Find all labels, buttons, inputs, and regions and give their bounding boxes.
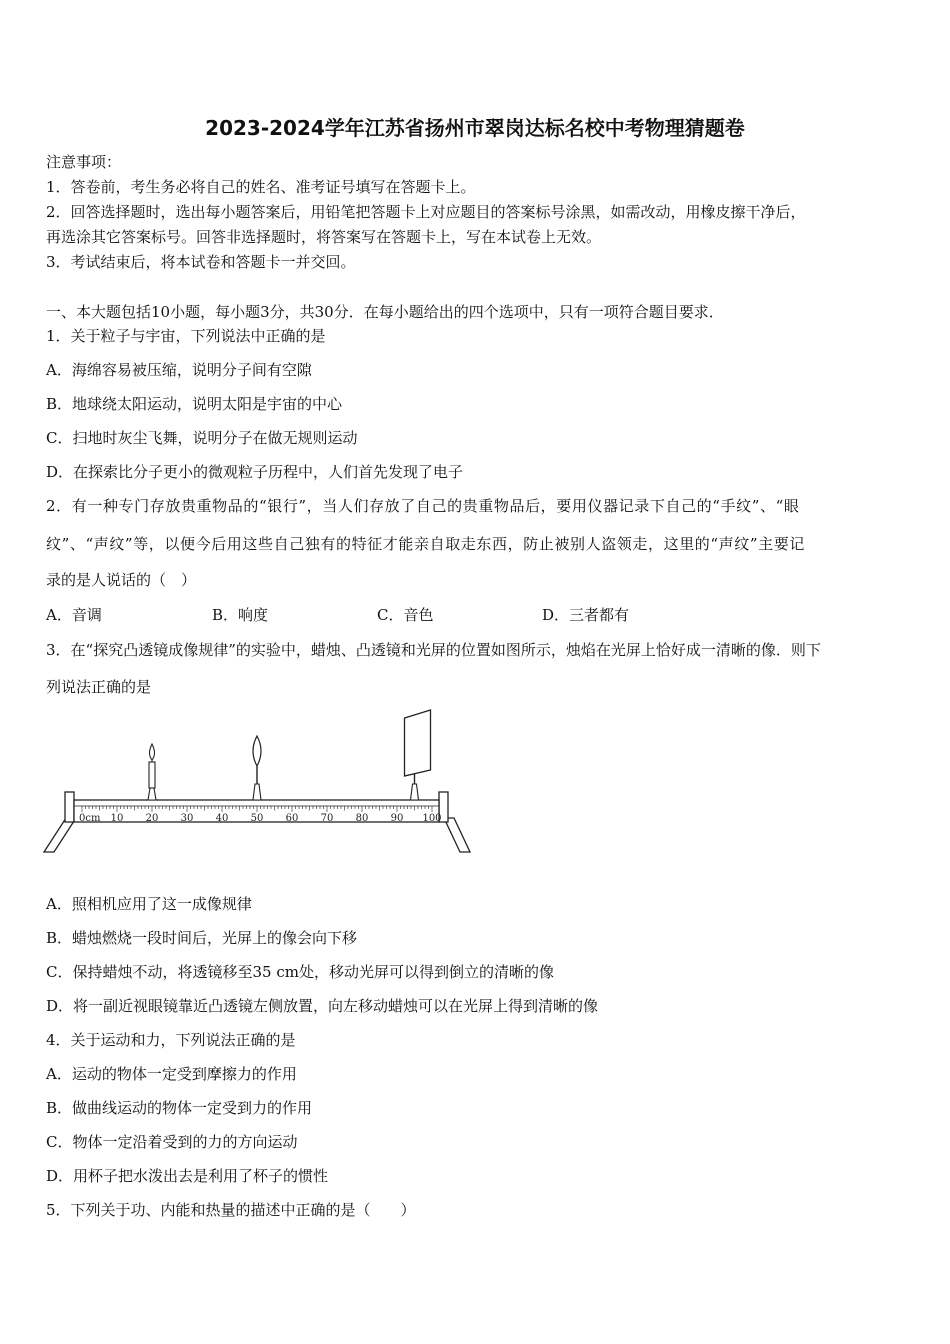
ruler-tick-label: 60 [285, 813, 299, 824]
q1-option-b: B．地球绕太阳运动，说明太阳是宇宙的中心 [46, 395, 343, 413]
q1-option-c: C．扫地时灰尘飞舞，说明分子在做无规则运动 [46, 429, 358, 447]
ruler-tick-label: 90 [390, 813, 404, 824]
q2-stem-line-2: 纹”、“声纹”等，以便今后用这些自己独有的特征才能亲自取走东西，防止被别人盗领走，这里的“声纹”主要记 [46, 535, 805, 553]
candle-holder [148, 788, 156, 800]
q2-option-b: B．响度 [212, 606, 269, 624]
q2-stem-line-3: 录的是人说话的（ ） [46, 571, 197, 589]
ruler-tick-label: 50 [250, 813, 264, 824]
q4-option-c: C．物体一定沿着受到的力的方向运动 [46, 1133, 298, 1151]
q2-option-a: A．音调 [46, 606, 102, 624]
q3-option-c: C．保持蜡烛不动，将透镜移至35 cm处，移动光屏可以得到倒立的清晰的像 [46, 963, 554, 981]
ruler-tick-label: 80 [355, 813, 369, 824]
candle-body [149, 762, 155, 788]
q5-stem: 5．下列关于功、内能和热量的描述中正确的是（ ） [46, 1201, 416, 1219]
lens-glass [253, 736, 261, 766]
notice-item-3: 3．考试结束后，将本试卷和答题卡一并交回。 [46, 253, 356, 271]
q3-stem-line-2: 列说法正确的是 [46, 678, 152, 696]
light-screen [405, 710, 431, 800]
bench-left-leg [44, 818, 76, 852]
q4-option-a: A．运动的物体一定受到摩擦力的作用 [46, 1065, 297, 1083]
ruler-unit-label: 0cm [79, 813, 101, 824]
q1-option-a: A．海绵容易被压缩，说明分子间有空隙 [46, 361, 312, 379]
ruler-tick-label: 20 [145, 813, 159, 824]
section-1-heading: 一、本大题包括10小题，每小题3分，共30分．在每小题给出的四个选项中，只有一项符合题目要求． [46, 303, 724, 321]
candle-flame [150, 744, 155, 760]
q2-option-c: C．音色 [377, 606, 434, 624]
q4-option-b: B．做曲线运动的物体一定受到力的作用 [46, 1099, 313, 1117]
ruler-tick-label: 10 [110, 813, 124, 824]
q1-stem: 1．关于粒子与宇宙，下列说法中正确的是 [46, 327, 326, 345]
candle [148, 744, 156, 800]
ruler-tick-label: 30 [180, 813, 194, 824]
q3-option-d: D．将一副近视眼镜靠近凸透镜左侧放置，向左移动蜡烛可以在光屏上得到清晰的像 [46, 997, 599, 1015]
notice-item-2: 2．回答选择题时，选出每小题答案后，用铅笔把答题卡上对应题目的答案标号涂黑，如需改动，用橡皮擦干净后， [46, 203, 806, 221]
q4-stem: 4．关于运动和力，下列说法正确的是 [46, 1031, 296, 1049]
optical-bench-figure [40, 700, 480, 864]
notice-item-1: 1．答卷前，考生务必将自己的姓名、准考证号填写在答题卡上。 [46, 178, 476, 196]
ruler-tick-label: 40 [215, 813, 229, 824]
q2-option-d: D．三者都有 [542, 606, 630, 624]
notice-item-2-cont: 再选涂其它答案标号。回答非选择题时，将答案写在答题卡上，写在本试卷上无效。 [46, 228, 602, 246]
convex-lens [253, 736, 261, 800]
ruler-tick-label: 70 [320, 813, 334, 824]
page-title: 2023-2024学年江苏省扬州市翠岗达标名校中考物理猜题卷 [205, 116, 745, 140]
q2-stem-line-1: 2．有一种专门存放贵重物品的“银行”，当人们存放了自己的贵重物品后，要用仪器记录下自己的“手纹”、“眼 [46, 497, 800, 515]
lens-holder [253, 784, 261, 800]
q3-stem-line-1: 3．在“探究凸透镜成像规律”的实验中，蜡烛、凸透镜和光屏的位置如图所示，烛焰在光屏上恰好成一清晰的像．则下 [46, 641, 821, 659]
q1-option-d: D．在探索比分子更小的微观粒子历程中，人们首先发现了电子 [46, 463, 464, 481]
q3-option-b: B．蜡烛燃烧一段时间后，光屏上的像会向下移 [46, 929, 358, 947]
screen-panel [405, 710, 431, 776]
bench-right-leg [444, 818, 470, 852]
notice-heading: 注意事项： [46, 153, 122, 171]
screen-holder [411, 784, 419, 800]
q3-option-a: A．照相机应用了这一成像规律 [46, 895, 252, 913]
q4-option-d: D．用杯子把水泼出去是利用了杯子的惯性 [46, 1167, 329, 1185]
bench-left-post [65, 792, 74, 822]
ruler-tick-label: 100 [422, 813, 442, 824]
